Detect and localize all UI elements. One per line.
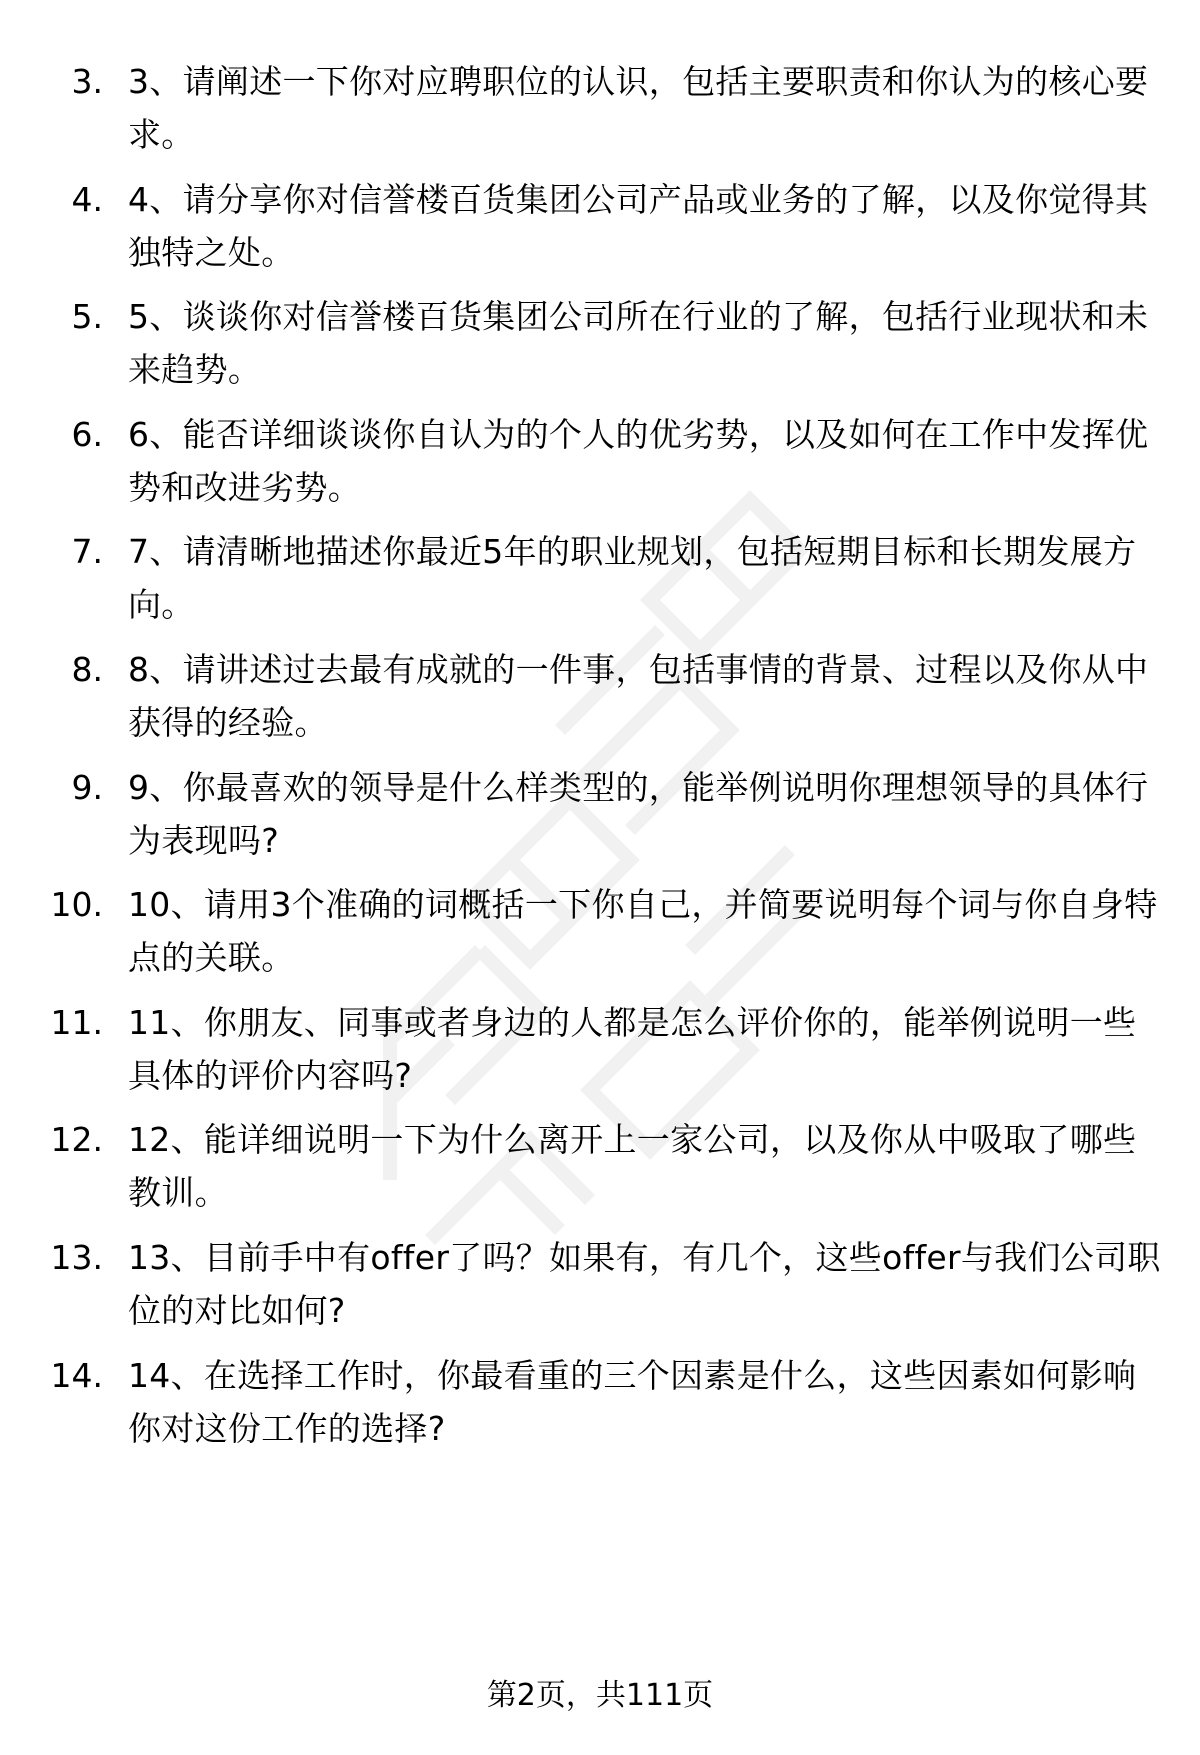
question-item xyxy=(0,290,1200,410)
question-item xyxy=(0,996,1200,1116)
page-footer: 第2页，共111页 xyxy=(486,1678,714,1713)
question-text: 9、你最喜欢的领导是什么样类型的，能举例说明你理想领导的具体行为表现吗? xyxy=(128,767,1149,860)
question-number: 13. xyxy=(50,1238,103,1277)
question-number: 5. xyxy=(71,297,103,337)
question-text: 3、请阐述一下你对应聘职位的认识，包括主要职责和你认为的核心要求。 xyxy=(128,62,1149,154)
question-number: 8. xyxy=(71,650,103,689)
question-number: 10. xyxy=(50,885,103,925)
question-number: 3. xyxy=(71,62,103,101)
question-text: 12、能详细说明一下为什么离开上一家公司，以及你从中吸取了哪些教训。 xyxy=(128,1120,1137,1213)
question-item xyxy=(0,1231,1200,1351)
question-text: 13、目前手中有offer了吗？如果有，有几个，这些offer与我们公司职位的对比如何? xyxy=(128,1238,1161,1330)
question-text: 7、请清晰地描述你最近5年的职业规划，包括短期目标和长期发展方向。 xyxy=(128,532,1137,625)
question-text: 6、能否详细谈谈你自认为的个人的优劣势，以及如何在工作中发挥优势和改进劣势。 xyxy=(128,414,1149,507)
question-text: 11、你朋友、同事或者身边的人都是怎么评价你的，能举例说明一些具体的评价内容吗? xyxy=(128,1002,1137,1095)
question-text: 14、在选择工作时，你最看重的三个因素是什么，这些因素如何影响你对这份工作的选择? xyxy=(128,1355,1137,1448)
question-text: 8、请讲述过去最有成就的一件事，包括事情的背景、过程以及你从中获得的经验。 xyxy=(128,650,1149,742)
question-item xyxy=(0,1113,1200,1233)
question-number: 11. xyxy=(50,1002,103,1042)
question-text: 5、谈谈你对信誉楼百货集团公司所在行业的了解，包括行业现状和未来趋势。 xyxy=(128,297,1149,390)
question-text: 4、请分享你对信誉楼百货集团公司产品或业务的了解，以及你觉得其独特之处。 xyxy=(128,179,1149,272)
question-number: 14. xyxy=(50,1355,103,1395)
question-item xyxy=(0,525,1200,645)
question-item xyxy=(0,1349,1200,1469)
question-item xyxy=(0,761,1200,881)
question-number: 9. xyxy=(71,767,103,807)
question-item xyxy=(0,55,1200,175)
question-number: 7. xyxy=(71,532,103,572)
question-text: 10、请用3个准确的词概括一下你自己，并简要说明每个词与你自身特点的关联。 xyxy=(128,885,1158,978)
question-item xyxy=(0,643,1200,763)
question-number: 4. xyxy=(71,179,103,219)
question-number: 6. xyxy=(71,414,103,454)
question-item xyxy=(0,408,1200,528)
question-item xyxy=(0,878,1200,998)
question-number: 12. xyxy=(50,1120,103,1160)
question-item xyxy=(0,173,1200,293)
